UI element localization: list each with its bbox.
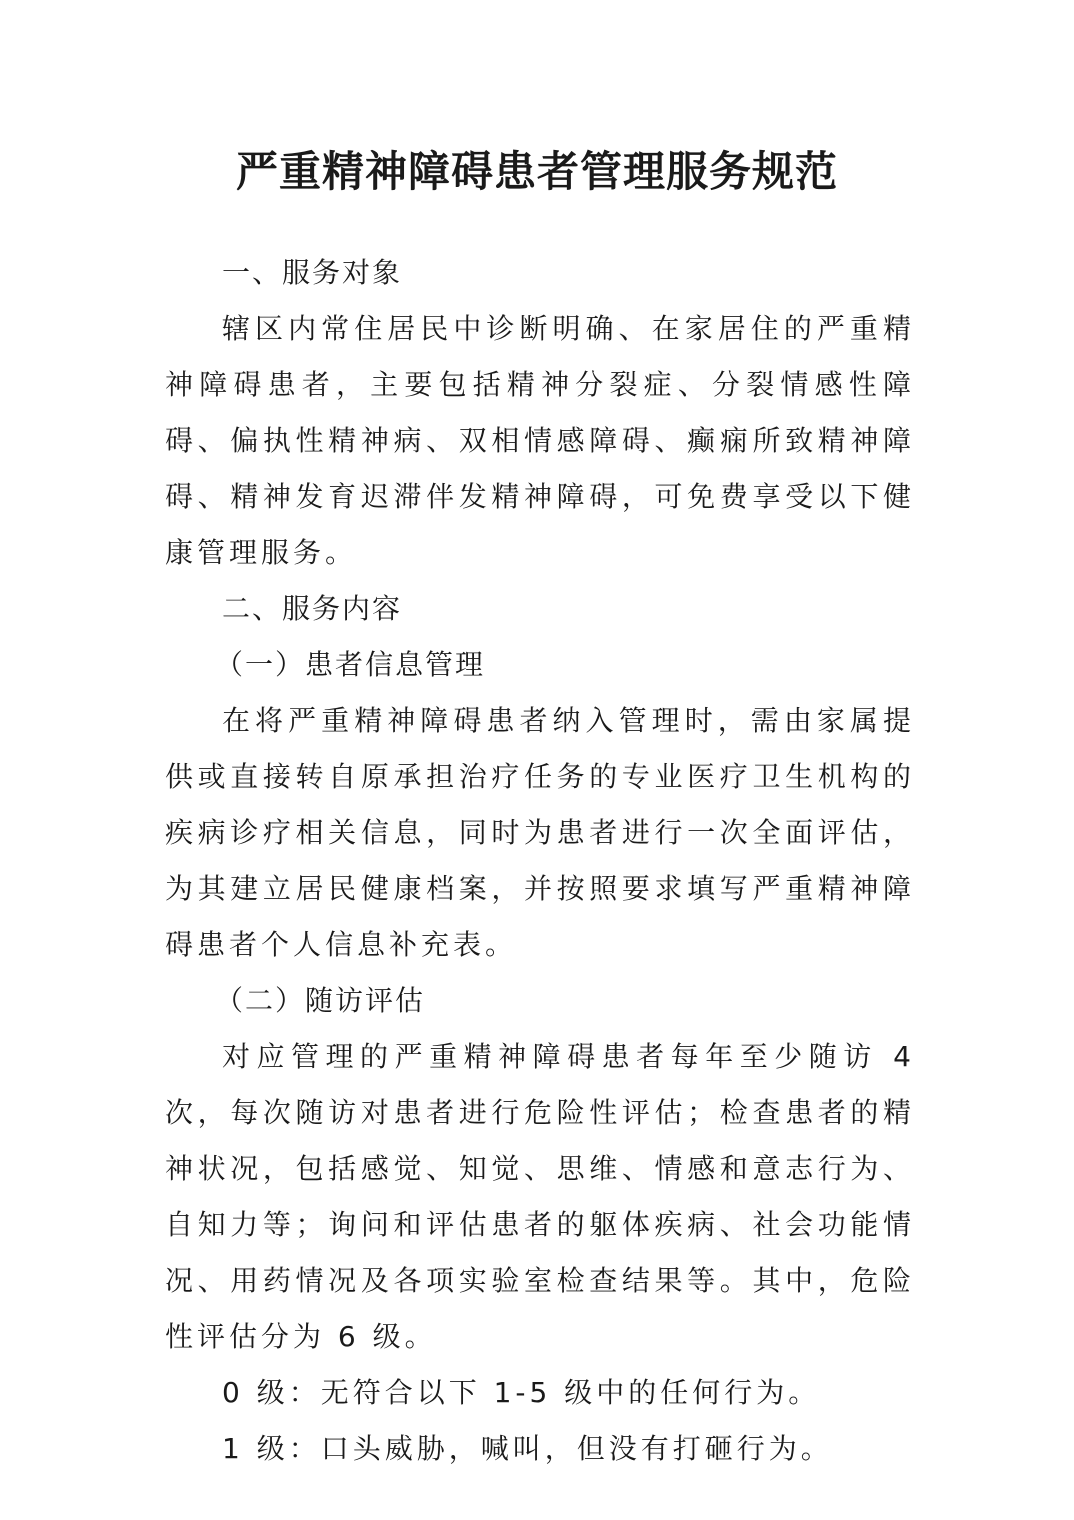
paragraph-patient-info: 在将严重精神障碍患者纳入管理时，需由家属提供或直接转自原承担治疗任务的专业医疗卫生机构的疾病诊疗相关信息，同时为患者进行一次全面评估，为其建立居民健康档案，并按照要求填写严重精神障碍患者个人信息补充表。: [165, 704, 915, 961]
paragraph-service-target: 辖区内常住居民中诊断明确、在家居住的严重精神障碍患者，主要包括精神分裂症、分裂情感性障碍、偏执性精神病、双相情感障碍、癫痫所致精神障碍、精神发育迟滞伴发精神障碍，可免费享受以下健康管理服务。: [165, 312, 915, 569]
document-body: [165, 245, 915, 1477]
subsection-heading-patient-info: （一）患者信息管理: [215, 648, 486, 681]
risk-level-0: 0 级：无符合以下 1-5 级中的任何行为。: [222, 1376, 821, 1409]
section-heading-service-target: 一、服务对象: [222, 256, 403, 289]
document-title: 严重精神障碍患者管理服务规范: [235, 147, 838, 196]
subsection-heading-follow-up: （二）随访评估: [215, 984, 426, 1017]
risk-level-1: 1 级：口头威胁，喊叫，但没有打砸行为。: [222, 1432, 833, 1465]
section-heading-service-content: 二、服务内容: [222, 592, 403, 625]
paragraph-follow-up: 对应管理的严重精神障碍患者每年至少随访 4 次，每次随访对患者进行危险性评估；检查患者的精神状况，包括感觉、知觉、思维、情感和意志行为、自知力等；询问和评估患者的躯体疾病、社会功能情况、用药情况及各项实验室检查结果等。其中，危险性评估分为 6 级。: [165, 1040, 915, 1353]
